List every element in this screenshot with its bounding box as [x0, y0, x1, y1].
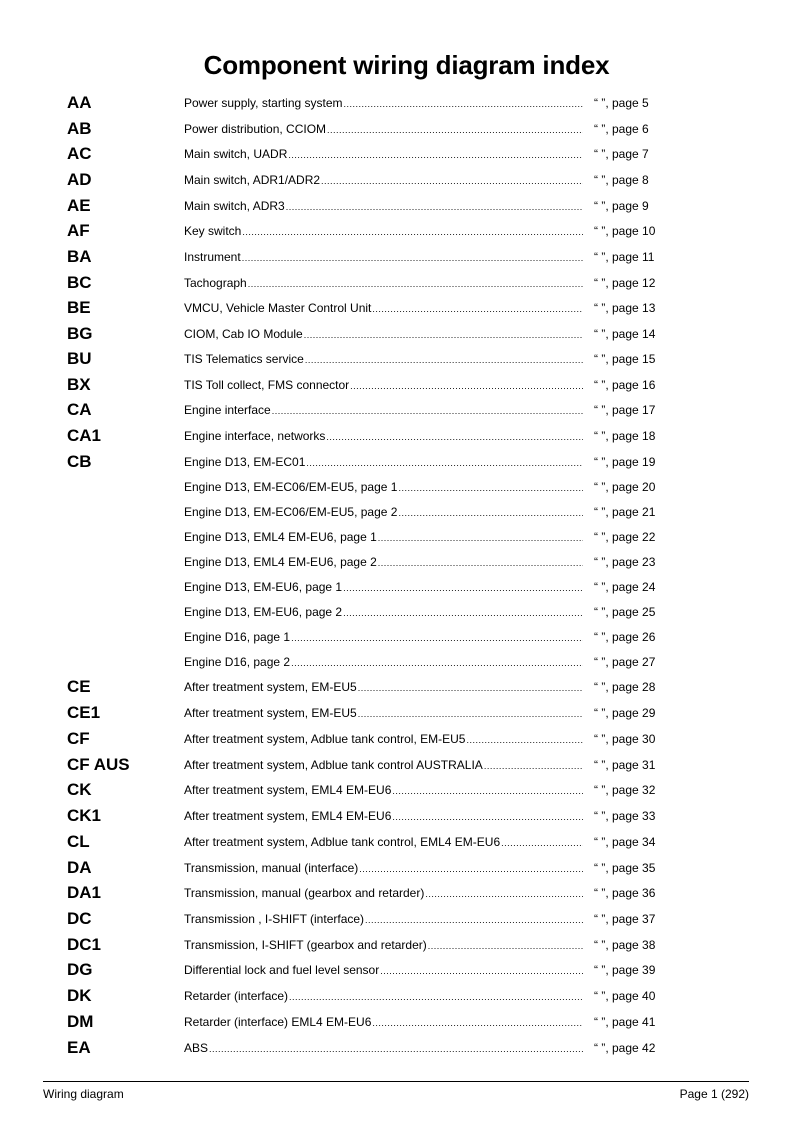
component-description: Transmission, manual (interface) — [184, 861, 359, 875]
component-description: VMCU, Vehicle Master Control Unit — [184, 301, 372, 315]
index-entry — [184, 223, 583, 239]
component-description: Power supply, starting system — [184, 96, 343, 110]
index-row — [0, 475, 793, 499]
component-code: AB — [67, 119, 92, 138]
component-description: TIS Telematics service — [184, 352, 304, 366]
component-code: AD — [67, 170, 92, 189]
page-reference: “ ”, page 37 — [594, 912, 656, 926]
index-row — [0, 575, 793, 599]
dot-leader — [209, 1041, 583, 1056]
dot-leader — [398, 505, 583, 520]
component-code: DK — [67, 986, 92, 1005]
page-reference: “ ”, page 38 — [594, 938, 656, 952]
dot-leader — [466, 732, 583, 747]
index-entry — [184, 377, 583, 393]
index-entry — [184, 300, 583, 316]
index-row — [0, 398, 793, 422]
page-reference: “ ”, page 21 — [594, 505, 656, 519]
index-row — [0, 194, 793, 218]
component-code: AA — [67, 93, 92, 112]
page-reference: “ ”, page 28 — [594, 680, 656, 694]
index-entry — [184, 808, 583, 824]
dot-leader — [242, 250, 583, 265]
component-code: AF — [67, 221, 90, 240]
component-code: EA — [67, 1038, 91, 1057]
component-description: Engine D13, EM-EC06/EM-EU5, page 1 — [184, 480, 398, 494]
index-row — [0, 933, 793, 957]
dot-leader — [326, 429, 583, 444]
index-entry — [184, 146, 583, 162]
component-code: CF — [67, 729, 90, 748]
index-entry — [184, 326, 583, 342]
index-entry — [184, 962, 583, 978]
dot-leader — [372, 1015, 583, 1030]
page-reference: “ ”, page 17 — [594, 403, 656, 417]
component-code: DC1 — [67, 935, 102, 954]
index-entry — [184, 121, 583, 137]
index-row — [0, 1036, 793, 1060]
page-reference: “ ”, page 30 — [594, 732, 656, 746]
component-code: DC — [67, 909, 92, 928]
index-row — [0, 753, 793, 777]
component-description: Main switch, ADR3 — [184, 199, 285, 213]
dot-leader — [288, 147, 583, 162]
index-row — [0, 675, 793, 699]
component-code: CL — [67, 832, 90, 851]
index-row — [0, 525, 793, 549]
index-entry — [184, 860, 583, 876]
dot-leader — [289, 989, 583, 1004]
index-entry — [184, 679, 583, 695]
index-row — [0, 219, 793, 243]
index-row — [0, 550, 793, 574]
page-reference: “ ”, page 19 — [594, 455, 656, 469]
component-description: TIS Toll collect, FMS connector — [184, 378, 350, 392]
index-row — [0, 450, 793, 474]
component-code: BG — [67, 324, 93, 343]
page-reference: “ ”, page 24 — [594, 580, 656, 594]
page-reference: “ ”, page 6 — [594, 122, 649, 136]
component-description: After treatment system, EM-EU5 — [184, 680, 357, 694]
dot-leader — [380, 963, 583, 978]
component-description: Engine D13, EML4 EM-EU6, page 2 — [184, 555, 377, 569]
page-reference: “ ”, page 14 — [594, 327, 656, 341]
index-entry — [184, 198, 583, 214]
index-entry — [184, 1014, 583, 1030]
index-row — [0, 830, 793, 854]
component-description: Retarder (interface) EML4 EM-EU6 — [184, 1015, 372, 1029]
index-entry — [184, 1040, 583, 1056]
page-reference: “ ”, page 39 — [594, 963, 656, 977]
component-description: Engine D13, EM-EC01 — [184, 455, 306, 469]
index-row — [0, 1010, 793, 1034]
component-code: CB — [67, 452, 92, 471]
dot-leader — [286, 199, 583, 214]
dot-leader — [378, 530, 583, 545]
component-description: Retarder (interface) — [184, 989, 289, 1003]
component-description: Transmission, I-SHIFT (gearbox and retarder) — [184, 938, 427, 952]
component-code: CK1 — [67, 806, 102, 825]
index-entry — [184, 172, 583, 188]
dot-leader — [392, 783, 583, 798]
component-description: Power distribution, CCIOM — [184, 122, 327, 136]
dot-leader — [358, 680, 583, 695]
component-code: CE1 — [67, 703, 101, 722]
page-reference: “ ”, page 13 — [594, 301, 656, 315]
index-row — [0, 625, 793, 649]
page-reference: “ ”, page 40 — [594, 989, 656, 1003]
page-reference: “ ”, page 9 — [594, 199, 649, 213]
index-row — [0, 650, 793, 674]
index-entry — [184, 629, 583, 645]
dot-leader — [321, 173, 583, 188]
footer-document-name: Wiring diagram — [43, 1087, 124, 1101]
index-row — [0, 373, 793, 397]
index-entry — [184, 351, 583, 367]
component-description: After treatment system, Adblue tank control AUSTRALIA — [184, 758, 483, 772]
index-entry — [184, 705, 583, 721]
index-row — [0, 424, 793, 448]
page-reference: “ ”, page 29 — [594, 706, 656, 720]
dot-leader — [425, 886, 583, 901]
component-description: Differential lock and fuel level sensor — [184, 963, 380, 977]
index-entry — [184, 782, 583, 798]
component-description: After treatment system, EM-EU5 — [184, 706, 357, 720]
dot-leader — [365, 912, 583, 927]
page-reference: “ ”, page 16 — [594, 378, 656, 392]
component-description: After treatment system, Adblue tank control, EML4 EM-EU6 — [184, 835, 501, 849]
page-title: Component wiring diagram index — [203, 50, 610, 80]
index-row — [0, 958, 793, 982]
page-reference: “ ”, page 27 — [594, 655, 656, 669]
component-code: BX — [67, 375, 91, 394]
component-code: BE — [67, 298, 91, 317]
index-entry — [184, 249, 583, 265]
dot-leader — [272, 403, 583, 418]
dot-leader — [372, 301, 583, 316]
dot-leader — [291, 630, 583, 645]
page-reference: “ ”, page 7 — [594, 147, 649, 161]
index-row — [0, 245, 793, 269]
component-description: After treatment system, EML4 EM-EU6 — [184, 809, 392, 823]
index-row — [0, 778, 793, 802]
dot-leader — [398, 480, 583, 495]
component-description: Engine D16, page 2 — [184, 655, 291, 669]
index-row — [0, 117, 793, 141]
index-entry — [184, 504, 583, 520]
dot-leader — [304, 327, 583, 342]
component-description: Main switch, UADR — [184, 147, 288, 161]
index-entry — [184, 529, 583, 545]
page-reference: “ ”, page 20 — [594, 480, 656, 494]
component-description: Instrument — [184, 250, 241, 264]
component-description: After treatment system, Adblue tank control, EM-EU5 — [184, 732, 466, 746]
component-description: After treatment system, EML4 EM-EU6 — [184, 783, 392, 797]
index-entry — [184, 554, 583, 570]
dot-leader — [428, 938, 583, 953]
page-reference: “ ”, page 26 — [594, 630, 656, 644]
index-entry — [184, 579, 583, 595]
page-reference: “ ”, page 5 — [594, 96, 649, 110]
page-reference: “ ”, page 15 — [594, 352, 656, 366]
index-row — [0, 168, 793, 192]
component-code: BA — [67, 247, 92, 266]
component-description: CIOM, Cab IO Module — [184, 327, 303, 341]
component-code: AC — [67, 144, 92, 163]
component-description: Engine D13, EM-EC06/EM-EU5, page 2 — [184, 505, 398, 519]
index-entry — [184, 428, 583, 444]
index-row — [0, 804, 793, 828]
dot-leader — [344, 96, 583, 111]
index-entry — [184, 454, 583, 470]
component-code: DA1 — [67, 883, 102, 902]
component-description: Engine interface, networks — [184, 429, 326, 443]
index-row — [0, 271, 793, 295]
index-row — [0, 347, 793, 371]
component-description: Transmission, manual (gearbox and retarder) — [184, 886, 425, 900]
dot-leader — [358, 706, 583, 721]
component-description: Engine D13, EM-EU6, page 1 — [184, 580, 343, 594]
footer-page-number: Page 1 (292) — [679, 1087, 749, 1101]
index-row — [0, 296, 793, 320]
index-row — [0, 600, 793, 624]
index-row — [0, 984, 793, 1008]
dot-leader — [248, 276, 583, 291]
component-code: CA — [67, 400, 92, 419]
index-row — [0, 907, 793, 931]
component-code: AE — [67, 196, 91, 215]
index-entry — [184, 885, 583, 901]
dot-leader — [343, 580, 583, 595]
dot-leader — [484, 758, 583, 773]
component-description: Transmission , I-SHIFT (interface) — [184, 912, 365, 926]
page-reference: “ ”, page 22 — [594, 530, 656, 544]
component-description: Engine D16, page 1 — [184, 630, 291, 644]
index-row — [0, 322, 793, 346]
component-code: BC — [67, 273, 92, 292]
index-entry — [184, 911, 583, 927]
page-reference: “ ”, page 12 — [594, 276, 656, 290]
page-reference: “ ”, page 35 — [594, 861, 656, 875]
component-code: DA — [67, 858, 92, 877]
index-entry — [184, 95, 583, 111]
index-row — [0, 500, 793, 524]
component-code: CA1 — [67, 426, 102, 445]
component-code: CF AUS — [67, 755, 130, 774]
page-reference: “ ”, page 31 — [594, 758, 656, 772]
page-reference: “ ”, page 41 — [594, 1015, 656, 1029]
index-entry — [184, 479, 583, 495]
page-reference: “ ”, page 8 — [594, 173, 649, 187]
component-description: Engine interface — [184, 403, 271, 417]
index-entry — [184, 654, 583, 670]
page-reference: “ ”, page 18 — [594, 429, 656, 443]
component-description: Engine D13, EM-EU6, page 2 — [184, 605, 343, 619]
page-reference: “ ”, page 36 — [594, 886, 656, 900]
index-row — [0, 91, 793, 115]
page-reference: “ ”, page 33 — [594, 809, 656, 823]
page-reference: “ ”, page 10 — [594, 224, 656, 238]
page-reference: “ ”, page 32 — [594, 783, 656, 797]
index-entry — [184, 988, 583, 1004]
index-entry — [184, 757, 583, 773]
index-row — [0, 142, 793, 166]
component-description: Main switch, ADR1/ADR2 — [184, 173, 321, 187]
dot-leader — [305, 352, 583, 367]
index-row — [0, 701, 793, 725]
dot-leader — [378, 555, 583, 570]
component-description: Key switch — [184, 224, 242, 238]
dot-leader — [327, 122, 583, 137]
page-reference: “ ”, page 25 — [594, 605, 656, 619]
dot-leader — [392, 809, 583, 824]
index-entry — [184, 604, 583, 620]
footer-divider — [43, 1081, 749, 1082]
page-reference: “ ”, page 42 — [594, 1041, 656, 1055]
dot-leader — [343, 605, 583, 620]
dot-leader — [291, 655, 583, 670]
component-code: CE — [67, 677, 91, 696]
component-description: ABS — [184, 1041, 209, 1055]
dot-leader — [501, 835, 583, 850]
index-row — [0, 727, 793, 751]
component-code: CK — [67, 780, 92, 799]
dot-leader — [306, 455, 583, 470]
dot-leader — [242, 224, 583, 239]
index-entry — [184, 402, 583, 418]
dot-leader — [359, 861, 583, 876]
index-entry — [184, 937, 583, 953]
index-row — [0, 881, 793, 905]
index-entry — [184, 731, 583, 747]
component-code: DM — [67, 1012, 94, 1031]
dot-leader — [350, 378, 583, 393]
page-reference: “ ”, page 34 — [594, 835, 656, 849]
page-reference: “ ”, page 11 — [594, 250, 655, 264]
index-entry — [184, 275, 583, 291]
component-code: BU — [67, 349, 92, 368]
component-description: Tachograph — [184, 276, 247, 290]
index-entry — [184, 834, 583, 850]
index-row — [0, 856, 793, 880]
component-description: Engine D13, EML4 EM-EU6, page 1 — [184, 530, 377, 544]
page-reference: “ ”, page 23 — [594, 555, 656, 569]
component-code: DG — [67, 960, 93, 979]
